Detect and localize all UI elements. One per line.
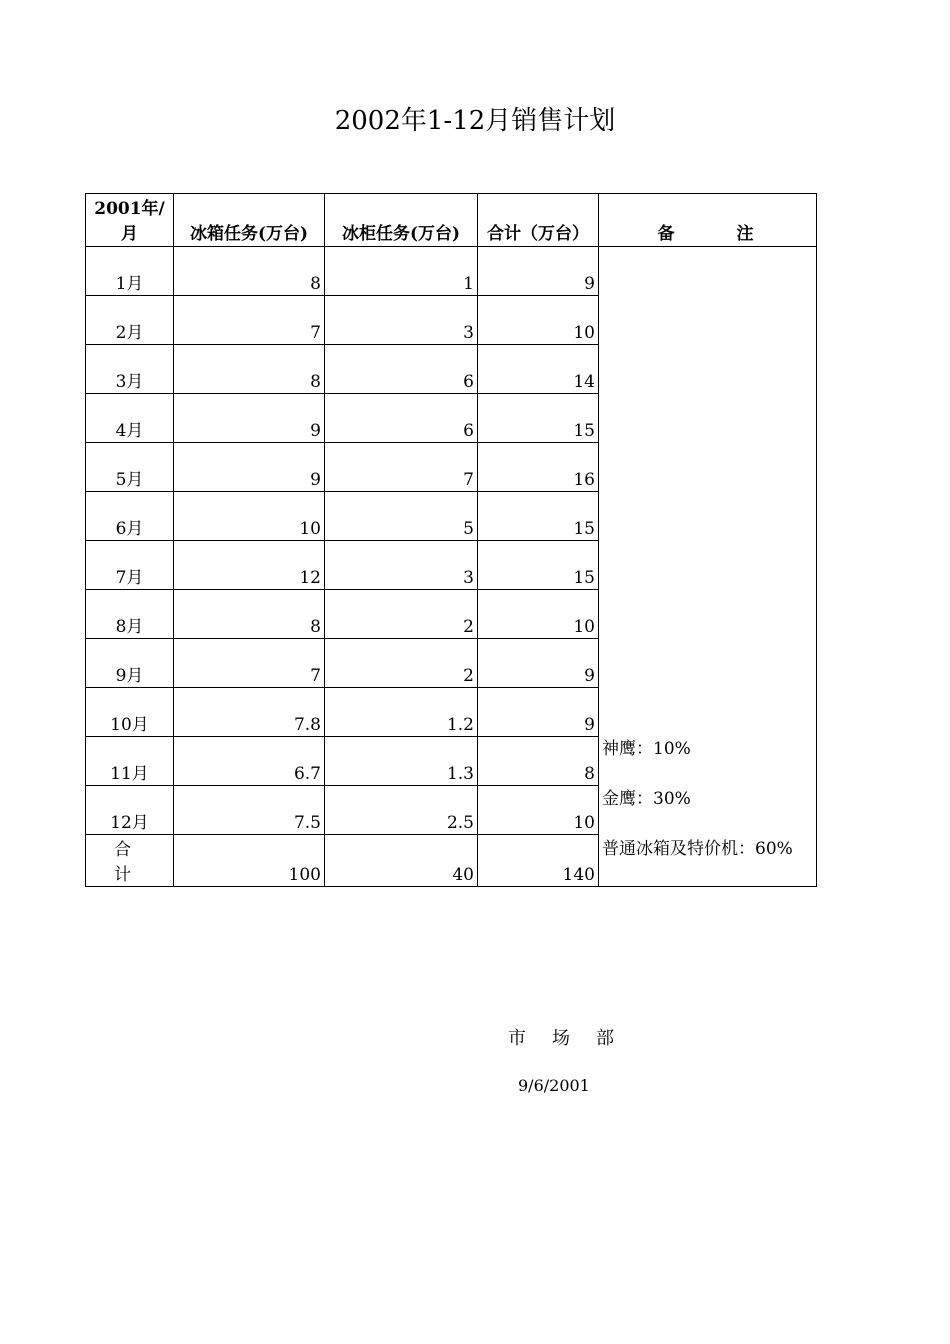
sales-plan-table xyxy=(85,193,817,887)
month-cell: 12月 xyxy=(86,786,174,835)
fridge-cell: 12 xyxy=(174,541,325,590)
total-cell: 8 xyxy=(478,737,599,786)
fridge-cell: 7.8 xyxy=(174,688,325,737)
header-month: 2001年/月 xyxy=(86,194,174,247)
freezer-cell: 1.3 xyxy=(325,737,478,786)
total-cell: 10 xyxy=(478,590,599,639)
fridge-cell: 6.7 xyxy=(174,737,325,786)
remarks-cell xyxy=(599,247,817,887)
header-freezer: 冰柜任务(万台) xyxy=(325,194,478,247)
fridge-cell: 7.5 xyxy=(174,786,325,835)
total-cell: 10 xyxy=(478,296,599,345)
month-cell: 1月 xyxy=(86,247,174,296)
month-cell: 10月 xyxy=(86,688,174,737)
remark-line: 神鹰：10% xyxy=(602,739,691,759)
month-cell: 4月 xyxy=(86,394,174,443)
fridge-cell: 9 xyxy=(174,394,325,443)
month-cell: 5月 xyxy=(86,443,174,492)
month-cell: 8月 xyxy=(86,590,174,639)
total-cell: 9 xyxy=(478,247,599,296)
page-title: 2002年1-12月销售计划 xyxy=(334,106,616,136)
freezer-cell: 6 xyxy=(325,394,478,443)
month-cell: 6月 xyxy=(86,492,174,541)
total-cell: 16 xyxy=(478,443,599,492)
total-cell: 15 xyxy=(478,394,599,443)
header-notes: 备 注 xyxy=(599,194,817,247)
signature-date: 9/6/2001 xyxy=(518,1076,590,1095)
total-cell: 14 xyxy=(478,345,599,394)
total-cell: 15 xyxy=(478,541,599,590)
freezer-cell: 2 xyxy=(325,639,478,688)
month-cell: 3月 xyxy=(86,345,174,394)
freezer-cell: 3 xyxy=(325,296,478,345)
header-row xyxy=(86,194,817,247)
remark-line: 普通冰箱及特价机：60% xyxy=(602,839,793,859)
fridge-cell: 7 xyxy=(174,639,325,688)
freezer-cell: 1 xyxy=(325,247,478,296)
total-cell: 9 xyxy=(478,639,599,688)
freezer-cell: 7 xyxy=(325,443,478,492)
fridge-cell: 8 xyxy=(174,247,325,296)
freezer-cell: 3 xyxy=(325,541,478,590)
header-total: 合计（万台） xyxy=(478,194,599,247)
fridge-cell: 9 xyxy=(174,443,325,492)
header-fridge: 冰箱任务(万台) xyxy=(174,194,325,247)
total-cell: 10 xyxy=(478,786,599,835)
fridge-cell: 10 xyxy=(174,492,325,541)
freezer-cell: 6 xyxy=(325,345,478,394)
month-cell: 9月 xyxy=(86,639,174,688)
total-cell: 9 xyxy=(478,688,599,737)
month-cell: 7月 xyxy=(86,541,174,590)
fridge-cell: 7 xyxy=(174,296,325,345)
freezer-cell: 1.2 xyxy=(325,688,478,737)
department-signature: 市场部 xyxy=(508,1028,640,1049)
freezer-cell: 5 xyxy=(325,492,478,541)
freezer-cell: 2.5 xyxy=(325,786,478,835)
freezer-cell: 2 xyxy=(325,590,478,639)
remark-line: 金鹰：30% xyxy=(602,789,691,809)
fridge-cell: 8 xyxy=(174,590,325,639)
table-row xyxy=(86,247,817,296)
total-cell: 15 xyxy=(478,492,599,541)
summary-label: 合 计 xyxy=(86,835,174,887)
fridge-cell: 8 xyxy=(174,345,325,394)
month-cell: 2月 xyxy=(86,296,174,345)
summary-fridge: 100 xyxy=(174,835,325,887)
summary-freezer: 40 xyxy=(325,835,478,887)
summary-total: 140 xyxy=(478,835,599,887)
month-cell: 11月 xyxy=(86,737,174,786)
